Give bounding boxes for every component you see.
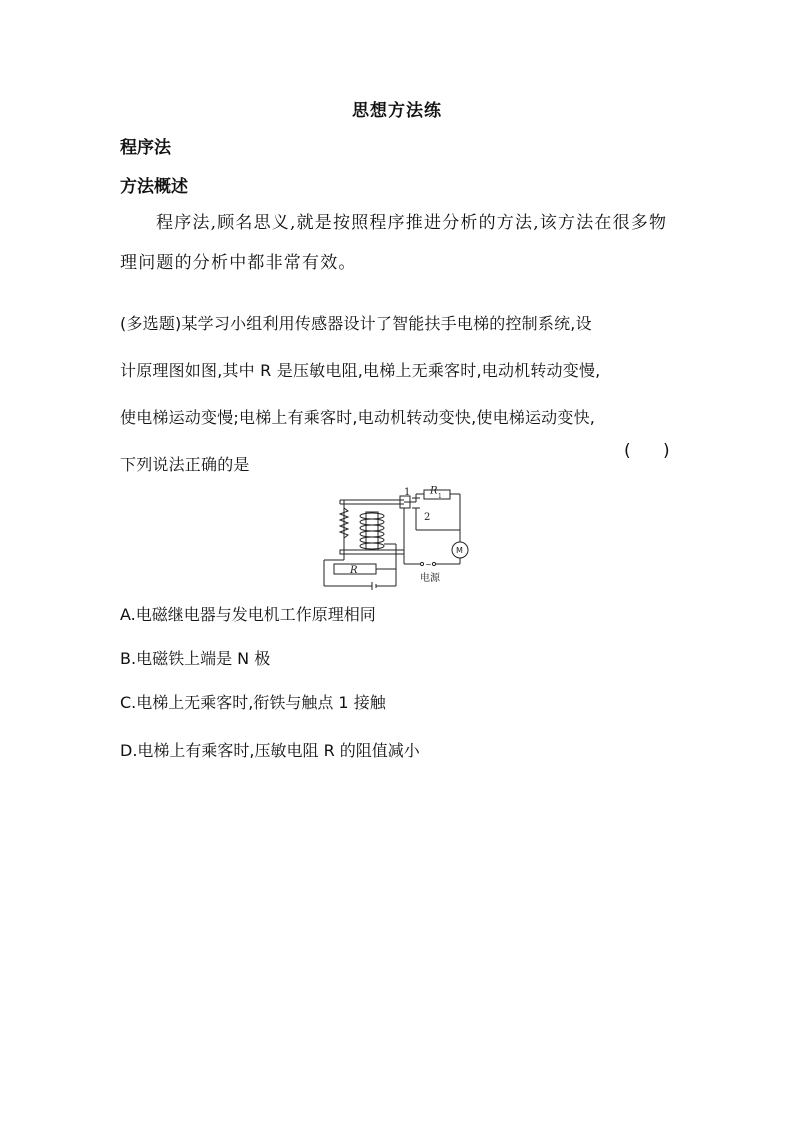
option-d: D.电梯上有乘客时,压敏电阻 R 的阻值减小 bbox=[120, 741, 420, 760]
question-line: 使电梯运动变慢;电梯上有乘客时,电动机转动变快,使电梯运动变快, bbox=[120, 408, 596, 427]
circuit-diagram bbox=[320, 486, 476, 594]
label-r1-sub: 1 bbox=[438, 493, 442, 500]
label-r1: R bbox=[430, 486, 438, 497]
question-stem bbox=[120, 300, 680, 488]
label-contact-1: 1 bbox=[404, 487, 411, 498]
question-line: 计原理图如图,其中 R 是压敏电阻,电梯上无乘客时,电动机转动变慢, bbox=[120, 361, 601, 380]
base-plate bbox=[340, 550, 404, 554]
section-heading: 程序法 bbox=[120, 138, 171, 158]
label-power: 电源 bbox=[420, 573, 440, 584]
power-terminal bbox=[432, 562, 435, 565]
label-ac: ~ bbox=[425, 560, 432, 569]
subsection-heading: 方法概述 bbox=[120, 177, 188, 197]
option-b: B.电磁铁上端是 N 极 bbox=[120, 649, 271, 668]
options-list bbox=[120, 600, 420, 780]
label-motor: M bbox=[456, 546, 463, 555]
intro-paragraph: 程序法,顾名思义,就是按照程序推进分析的方法,该方法在很多物理问题的分析中都非常有效。 bbox=[120, 213, 668, 273]
label-r: R bbox=[350, 565, 358, 576]
page-title: 思想方法练 bbox=[352, 101, 442, 121]
answer-bracket: ( ) bbox=[624, 441, 670, 461]
option-c: C.电梯上无乘客时,衔铁与触点 1 接触 bbox=[120, 693, 386, 712]
option-a: A.电磁继电器与发电机工作原理相同 bbox=[120, 605, 376, 624]
coil bbox=[360, 513, 384, 549]
power-terminal bbox=[420, 562, 423, 565]
question-line: (多选题)某学习小组利用传感器设计了智能扶手电梯的控制系统,设 bbox=[120, 314, 592, 333]
label-contact-2: 2 bbox=[424, 512, 431, 523]
question-line: 下列说法正确的是 bbox=[120, 455, 250, 474]
